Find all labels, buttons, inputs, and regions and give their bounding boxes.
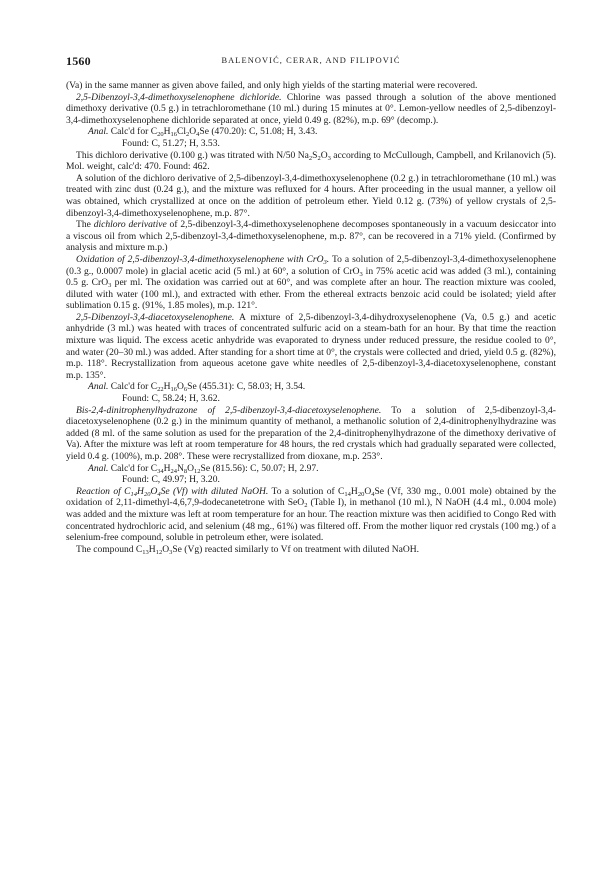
running-head: BALENOVIĆ, CERAR, AND FILIPOVIĆ bbox=[221, 56, 401, 65]
section-title: Reaction of $C_{14}H_{20}O_4Se$ (Vf) with diluted NaOH. bbox=[76, 485, 269, 498]
paragraph-vg-reaction: The compound $C_{13}H_{12}O_3Se$ (Vg) reacted similarly to Vf on treatment with diluted NaOH. bbox=[76, 543, 420, 556]
page-header bbox=[66, 54, 556, 70]
analysis-hydrazone-calc: Anal. Calc'd for $C_{34}H_{24}N_8O_{12}Se$ (815.56): C, 50.07; H, 2.97. bbox=[88, 462, 319, 475]
analysis-dichloride-found: Found: C, 51.27; H, 3.53. bbox=[122, 137, 220, 149]
paragraph-titration: This dichloro derivative (0.100 g.) was titrated with N/50 $Na_2S_2O_3$ according to McCullough, Campbell, and Krilanovich (5). Mol. weight, calc'd: 470. Found: 462. bbox=[66, 149, 556, 173]
paragraph-dichloride-prep: 2,5-Dibenzoyl-3,4-dimethoxyselenophene dichloride. Chlorine was passed through a solution of the above mentioned dimethoxy derivative (0.5 g.) in tetrachloromethane (10 ml.) during 15 minutes at 0°. Lemon-yellow needles of 2,5-dibenzoyl-3,4-dimethoxyselenophene dichloride separated at once, yield 0.49 g. (82%), m.p. 69° (decomp.). bbox=[66, 91, 556, 126]
analysis-diacetoxy-found: Found: C, 58.24; H, 3.62. bbox=[122, 393, 220, 405]
section-title: 2,5-Dibenzoyl-3,4-dimethoxyselenophene dichloride. bbox=[76, 91, 282, 103]
analysis-hydrazone-found: Found: C, 49.97; H, 3.20. bbox=[122, 474, 220, 486]
page-number: 1560 bbox=[66, 54, 91, 68]
article-body bbox=[66, 80, 556, 555]
analysis-dichloride-calc: Anal. Calc'd for $C_{20}H_{16}Cl_2O_4Se$ (470.20): C, 51.08; H, 3.43. bbox=[88, 126, 318, 139]
section-title: 2,5-Dibenzoyl-3,4-diacetoxyselenophene. bbox=[76, 311, 235, 323]
section-title: Oxidation of 2,5-dibenzoyl-3,4-dimethoxyselenophene with CrO$_3$. bbox=[76, 253, 330, 266]
paragraph-oxidation: Oxidation of 2,5-dibenzoyl-3,4-dimethoxyselenophene with CrO$_3$. To a solution of 2,5-dibenzoyl-3,4-dimethoxyselenophene (0.3 g., 0.0007 mole) in glacial acetic acid (5 ml.) at 60°, a solution of CrO$_3$ in 75% acetic acid was added (3 ml.), containing 0.5 g. CrO$_3$ per ml. The oxidation was carried out at 60°, and was complete after an hour. The reaction mixture was cooled, diluted with water (100 ml.), and extracted with ether. From the ethereal extracts benzoic acid could be isolated; yield after sublimation 0.15 g. (91%, 1.85 moles), m.p. 121°. bbox=[66, 253, 556, 312]
paragraph-decomposition: The dichloro derivative of 2,5-dibenzoyl-3,4-dimethoxyselenophene decomposes spontaneously in a vacuum desiccator into a viscous oil from which 2,5-dibenzoyl-3,4-dimethoxyselenophene, m.p. 87°, can be recovered in a 71% yield. (Confirmed by analysis and mixture m.p.) bbox=[66, 219, 556, 254]
paragraph-naoh-reaction: Reaction of $C_{14}H_{20}O_4Se$ (Vf) with diluted NaOH. To a solution of $C_{14}H_{20}O_4Se$ (Vf, 330 mg., 0.001 mole) obtained by the oxidation of 2,11-dimethyl-4,6,7,9-dodecanetetrone with SeO$_2$ (Table I), in methanol (10 ml.), N NaOH (4.4 ml., 0.004 mole) was added and the mixture was left at room temperature for an hour. The reaction mixture was then acidified to Congo Red with concentrated hydrochloric acid, and selenium (48 mg., 61%) was filtered off. From the mother liquor red crystals (100 mg.) of a selenium-free compound, soluble in petroleum ether, were isolated. bbox=[66, 485, 557, 544]
paragraph-continuation: (Va) in the same manner as given above failed, and only high yields of the starting material were recovered. bbox=[66, 80, 478, 91]
analysis-diacetoxy-calc: Anal. Calc'd for $C_{22}H_{16}O_6Se$ (455.31): C, 58.03; H, 3.54. bbox=[88, 381, 306, 394]
paragraph-hydrazone-prep: Bis-2,4-dinitrophenylhydrazone of 2,5-dibenzoyl-3,4-diacetoxyselenophene. To a solution of 2,5-dibenzoyl-3,4-diacetoxyselenophene (0.2 g.) in the minimum quantity of methanol, a methanolic solution of 2,4-dinitrophenylhydrazine was added (8 ml. of the same solution as used for the preparation of the 2,4-dinitrophenylhydrazone of the dimethoxy derivative of Va). After the mixture was left at room temperature for 48 hours, the red crystals which had gradually separated were collected, yield 0.4 g. (100%), m.p. 208°. These were recrystallized from dioxane, m.p. 253°. bbox=[66, 404, 556, 462]
paragraph-diacetoxy-prep: 2,5-Dibenzoyl-3,4-diacetoxyselenophene. A mixture of 2,5-dibenzoyl-3,4-dihydroxyselenophene (Va, 0.5 g.) and acetic anhydride (3 ml.) was heated with traces of concentrated sulfuric acid on a steam-bath for an hour. By that time the reaction mixture was liquid. The excess acetic anhydride was evaporated to dryness under reduced pressure, the residue cooled to 0°, and water (20–30 ml.) was added. After standing for a short time at 0°, the crystals were collected and dried, yield 0.5 g. (82%), m.p. 118°. Recrystallization from aqueous acetone gave white needles of 2,5-dibenzoyl-3,4-diacetoxyselenophene, constant m.p. 135°. bbox=[66, 311, 556, 381]
paragraph-zinc-reduction: A solution of the dichloro derivative of 2,5-dibenzoyl-3,4-dimethoxyselenophene (0.2 g.) in tetrachloromethane (10 ml.) was treated with zinc dust (0.24 g.), and the mixture was refluxed for 4 hours. After proceeding in the usual manner, a yellow oil was obtained, which crystallized at once on the addition of petroleum ether. Yield 0.12 g. (73%) of yellow crystals of 2,5-dibenzoyl-3,4-dimethoxyselenophene, m.p. 87°. bbox=[66, 172, 556, 219]
section-title: Bis-2,4-dinitrophenylhydrazone of 2,5-dibenzoyl-3,4-diacetoxyselenophene. bbox=[76, 404, 382, 416]
